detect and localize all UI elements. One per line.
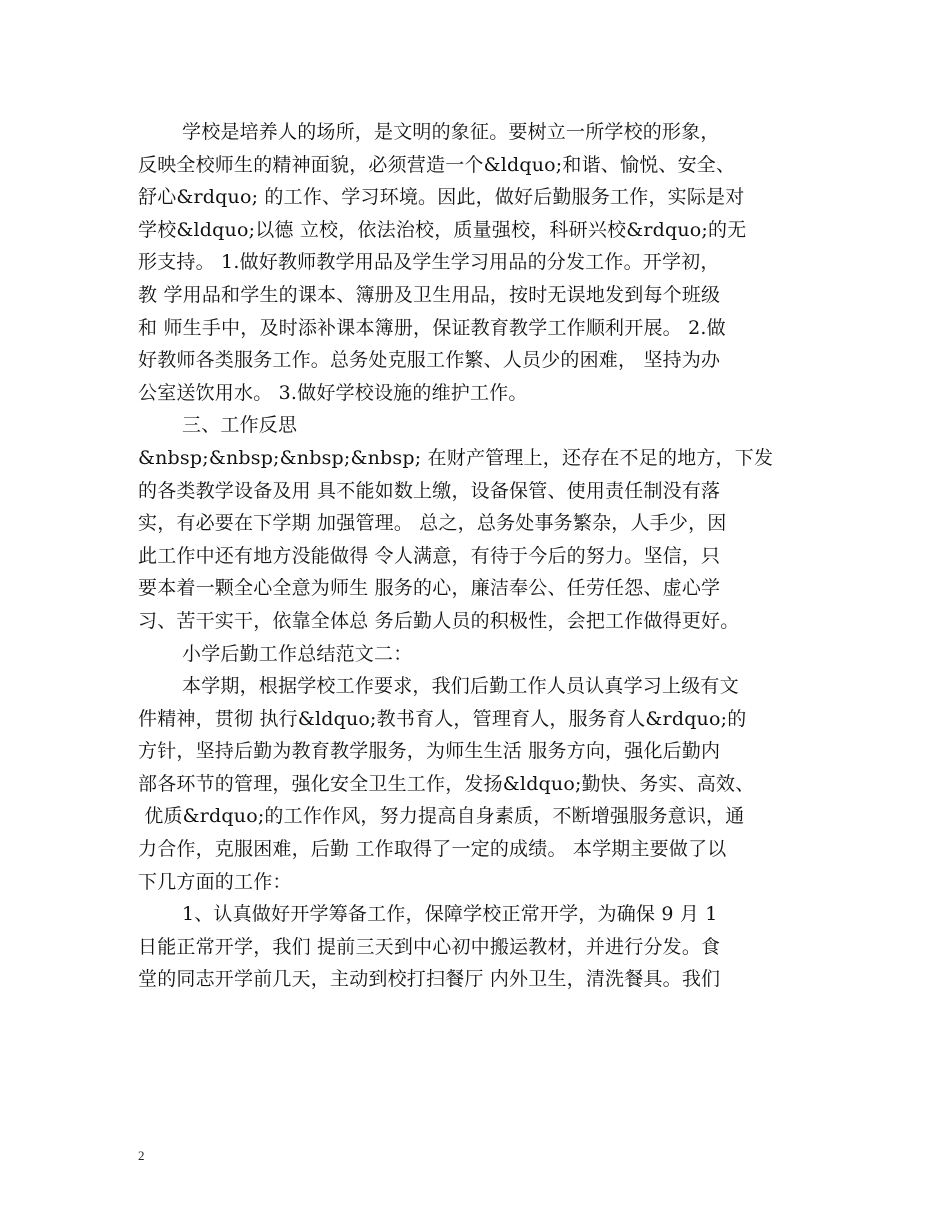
text-line: 1、认真做好开学筹备工作，保障学校正常开学，为确保 9 月 1 xyxy=(182,903,718,926)
text-line: 习、苦干实干，依靠全体总 务后勤人员的积极性，会把工作做得更好。 xyxy=(138,609,740,632)
text-line: 形支持。 1.做好教师教学用品及学生学习用品的分发工作。开学初， xyxy=(138,251,720,274)
text-line: 学校是培养人的场所，是文明的象征。要树立一所学校的形象， xyxy=(182,121,720,143)
document-body xyxy=(138,116,828,996)
text-line: 反映全校师生的精神面貌，必须营造一个&ldquo;和谐、愉悦、安全、 xyxy=(138,153,736,176)
text-line: 优质&rdquo;的工作作风，努力提高自身素质，不断增强服务意识，通 xyxy=(138,805,745,828)
text-line: 的各类教学设备及用 具不能如数上缴，设备保管、使用责任制没有落 xyxy=(138,479,721,502)
text-line: 舒心&rdquo; 的工作、学习环境。因此，做好后勤服务工作，实际是对 xyxy=(138,186,745,209)
text-line: 学校&ldquo;以德 立校，依法治校，质量强校，科研兴校&rdquo;的无 xyxy=(138,218,747,241)
text-line: 和 师生手中，及时添补课本簿册，保证教育教学工作顺利开展。 2.做 xyxy=(138,316,726,339)
text-line: 实，有必要在下学期 加强管理。 总之，总务处事务繁杂，人手少，因 xyxy=(138,512,727,535)
text-line: &nbsp;&nbsp;&nbsp;&nbsp; 在财产管理上，还存在不足的地方，下发 xyxy=(138,446,774,469)
text-line: 教 学用品和学生的课本、簿册及卫生用品，按时无误地发到每个班级 xyxy=(138,283,721,306)
text-line: 要本着一颗全心全意为师生 服务的心，廉洁奉公、任劳任怨、虚心学 xyxy=(138,577,721,600)
text-line: 件精神，贯彻 执行&ldquo;教书育人，管理育人，服务育人&rdquo;的 xyxy=(138,707,747,730)
text-line: 方针，坚持后勤为教育教学服务，为师生生活 服务方向，强化后勤内 xyxy=(138,740,721,763)
text-line: 小学后勤工作总结范文二： xyxy=(182,642,413,665)
text-line: 本学期，根据学校工作要求，我们后勤工作人员认真学习上级有文 xyxy=(182,675,739,698)
text-line: 部各环节的管理，强化安全卫生工作，发扬&ldquo;勤快、务实、高效、 xyxy=(138,772,755,795)
text-line: 三、工作反思 xyxy=(182,414,298,437)
text-line: 好教师各类服务工作。总务处克服工作繁、人员少的困难， 坚持为办 xyxy=(138,349,721,372)
text-line: 此工作中还有地方没能做得 令人满意，有待于今后的努力。坚信，只 xyxy=(138,544,721,567)
text-line: 公室送饮用水。 3.做好学校设施的维护工作。 xyxy=(138,381,528,404)
text-line: 下几方面的工作： xyxy=(138,870,292,893)
text-line: 日能正常开学，我们 提前三天到中心初中搬运教材，并进行分发。食 xyxy=(138,935,721,958)
text-line: 堂的同志开学前几天，主动到校打扫餐厅 内外卫生，清洗餐具。我们 xyxy=(138,968,721,991)
page-number: 2 xyxy=(138,1148,145,1163)
text-line: 力合作，克服困难，后勤 工作取得了一定的成绩。 本学期主要做了以 xyxy=(138,838,727,861)
